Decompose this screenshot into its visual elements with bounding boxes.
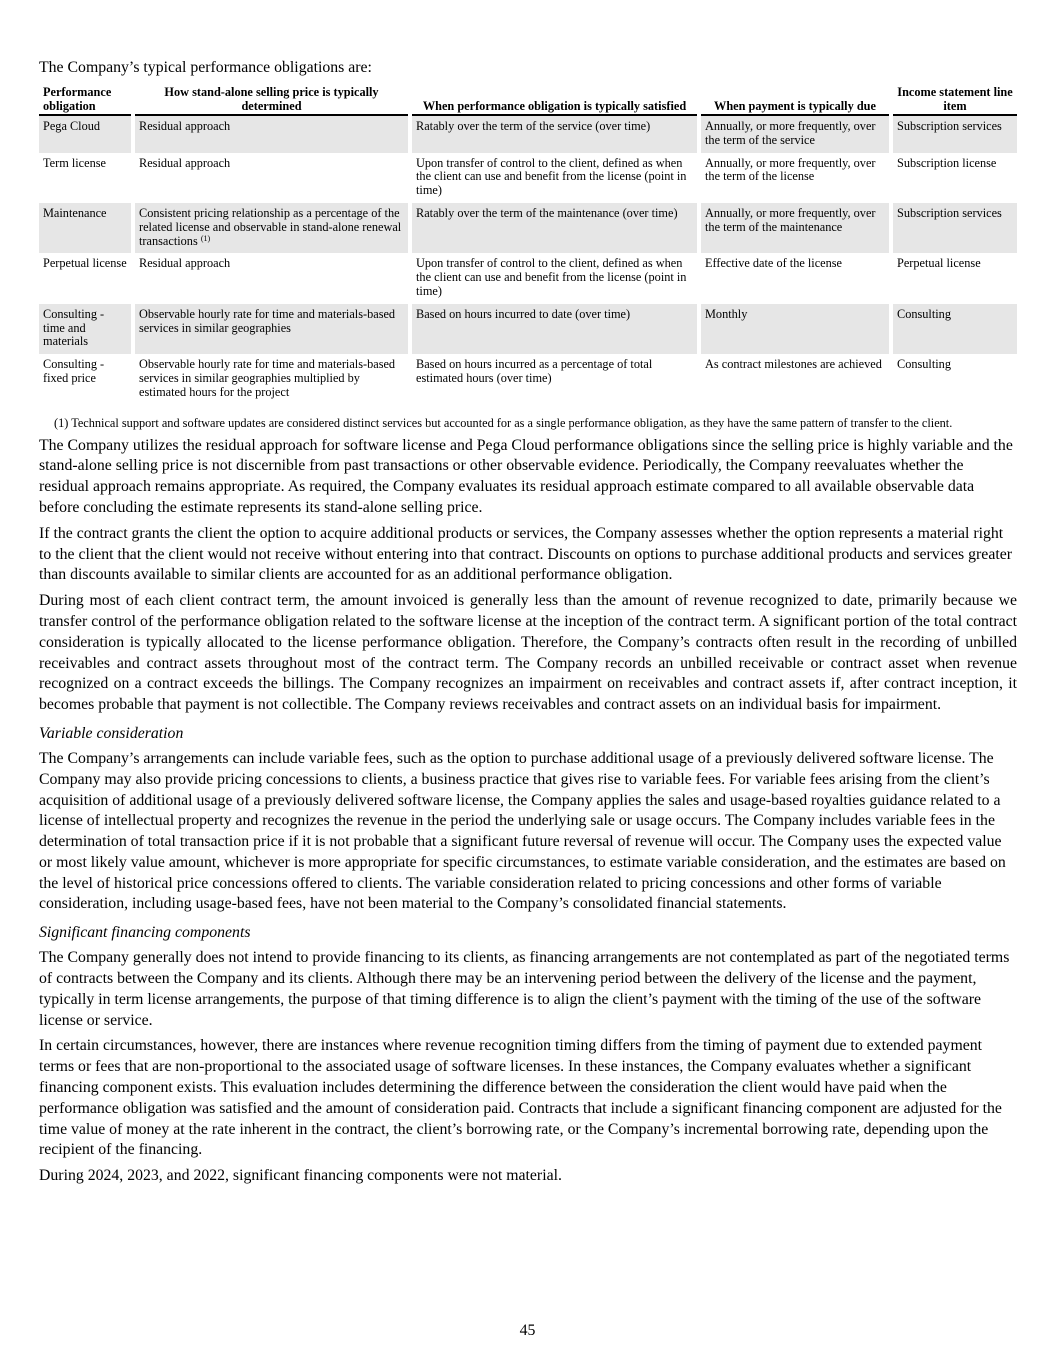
paragraph-financing-years: During 2024, 2023, and 2022, significant financing components were not material. [39,1167,562,1185]
table-cell: Annually, or more frequently, over the term of the maintenance [701,203,889,253]
table-row [39,203,1017,253]
table-intro: The Company’s typical performance obligations are: [39,59,372,76]
paragraph-unbilled-receivables: During most of each client contract term, the amount invoiced is generally less than the amount of revenue recognized to date, primarily because we transfer control of the performance obligation related to the software license at the inception of the contract term. A significant portion of the total contract consideration is typically allocated to the license performance obligation. Therefore, the Company’s contracts often result in the recording of unbilled receivables and contract assets throughout most of the contract term. The Company records an unbilled receivable or contract asset when revenue recognized on a contract exceeds the billings. The Company recognizes an impairment on receivables and contract assets if, after contract inception, it becomes probable that payment is not collectible. The Company reviews receivables and contract assets on an individual basis for impairment. [39,592,1017,714]
page-number: 45 [519,1322,536,1339]
footnote-marker: (1) [200,233,211,243]
table-cell: Perpetual license [897,256,981,271]
header-line-item: Income statement line item [893,86,1017,116]
table-cell: Observable hourly rate for time and materials-based services in similar geographies multiplied by estimated hours for the project [139,357,396,399]
performance-obligations-table [39,86,1017,405]
table-cell: Pega Cloud [39,116,131,153]
document-page [39,58,1017,1192]
header-satisfied: When performance obligation is typically satisfied [412,86,697,116]
table-cell: Residual approach [139,256,231,271]
table-cell: Consulting - time and materials [39,304,131,354]
paragraph-material-right: If the contract grants the client the option to acquire additional products or services, the Company assesses whether the option represents a material right to the client that the client would not receive without entering into that contract. Discounts on options to purchase additional products and services greater than discounts available to similar clients are accounted for as an additional performance obligation. [39,524,1012,584]
paragraph-residual-approach: The Company utilizes the residual approach for software license and Pega Cloud performance obligations since the selling price is highly variable and the stand-alone selling price is not discernible from past transactions or other observable evidence. Periodically, the Company reevaluates whether the residual approach remains appropriate. As required, the Company evaluates its residual approach estimate compared to all available observable data before concluding the estimate represents its stand-alone selling price. [39,436,1013,516]
header-payment-due: When payment is typically due [701,86,889,116]
heading-significant-financing: Significant financing components [39,924,251,942]
table-cell: Subscription license [897,155,997,170]
paragraph-financing-component: In certain circumstances, however, there are instances where revenue recognition timing differs from the timing of payment due to extended payment terms or fees that are non-proportional to the associated usage of software licenses. In these instances, the Company evaluates whether a significant financing component exists. This evaluation includes determining the difference between the consideration the client would have paid when the performance obligation was satisfied and the amount of consideration paid. Contracts that include a significant financing component are adjusted for the time value of money at the rate inherent in the contract, the client’s borrowing rate, or the Company’s incremental borrowing rate, depending upon the recipient of the financing. [39,1037,1002,1159]
table-cell: Subscription services [893,116,1017,153]
table-cell: Annually, or more frequently, over the term of the service [701,116,889,153]
header-selling-price: How stand-alone selling price is typically determined [135,86,408,116]
header-performance-obligation: Performance obligation [39,86,131,116]
table-cell: As contract milestones are achieved [705,357,882,372]
table-cell: Consulting - fixed price [43,357,105,385]
table-cell: Ratably over the term of the maintenance (over time) [412,203,697,253]
table-cell: Consulting [893,304,1017,354]
table-cell: Based on hours incurred to date (over time) [412,304,697,354]
table-cell: Residual approach [135,116,408,153]
table-cell: Perpetual license [43,256,127,271]
heading-variable-consideration: Variable consideration [39,724,184,742]
table-footnote: (1) Technical support and software updates are considered distinct services but accounted for as a single performance obligation, as they have the same pattern of transfer to the client. [54,415,953,430]
table-cell: Subscription services [893,203,1017,253]
paragraph-financing-intent: The Company generally does not intend to provide financing to its clients, as financing arrangements are not contemplated as part of the negotiated terms of contracts between the Company and its clients. Although there may be an intervening period between the delivery of the license and the payment, typically in term license arrangements, the purpose of that timing difference is to align the client’s payment with the timing of the use of the software license or service. [39,949,1010,1029]
table-cell: Effective date of the license [705,256,843,271]
table-header-row [39,86,1017,116]
table-cell: Upon transfer of control to the client, defined as when the client can use and benefit from the license (point in time) [416,256,687,298]
table-cell: Monthly [701,304,889,354]
table-row [39,153,1017,203]
table-cell: Term license [43,155,106,170]
table-cell-text: Consistent pricing relationship as a percentage of the related license and observable in stand-alone renewal transactions [139,205,402,248]
table-cell: Maintenance [39,203,131,253]
table-cell: Ratably over the term of the service (over time) [412,116,697,153]
table-cell [135,203,408,253]
table-row [39,116,1017,153]
table-cell: Annually, or more frequently, over the term of the license [705,155,876,184]
table-cell: Consulting [897,357,951,372]
table-row [39,304,1017,354]
paragraph-variable-fees: The Company’s arrangements can include variable fees, such as the option to purchase additional usage of a previously delivered software license. The Company may also provide pricing concessions to clients, a business practice that gives rise to variable fees. For variable fees arising from the client’s acquisition of additional usage of a previously delivered software license, the Company applies the sales and usage-based royalties guidance related to a license of intellectual property and recognizes the revenue in the period the underlying sale or usage occurs. The Company includes variable fees in the determination of total transaction price if it is not probable that a significant future reversal of revenue will occur. The Company uses the expected value or most likely value amount, whichever is more appropriate for specific circumstances, to estimate variable consideration, and the estimates are based on the level of historical price concessions offered to clients. The variable consideration related to pricing concessions and other forms of variable consideration, including usage-based fees, have not been material to the Company’s consolidated financial statements. [39,749,1006,913]
table-row [39,253,1017,303]
table-cell: Based on hours incurred as a percentage of total estimated hours (over time) [416,357,653,385]
table-cell: Observable hourly rate for time and materials-based services in similar geographies [135,304,408,354]
table-row [39,354,1017,404]
table-cell: Residual approach [139,155,231,170]
table-cell: Upon transfer of control to the client, defined as when the client can use and benefit from the license (point in time) [416,155,687,198]
